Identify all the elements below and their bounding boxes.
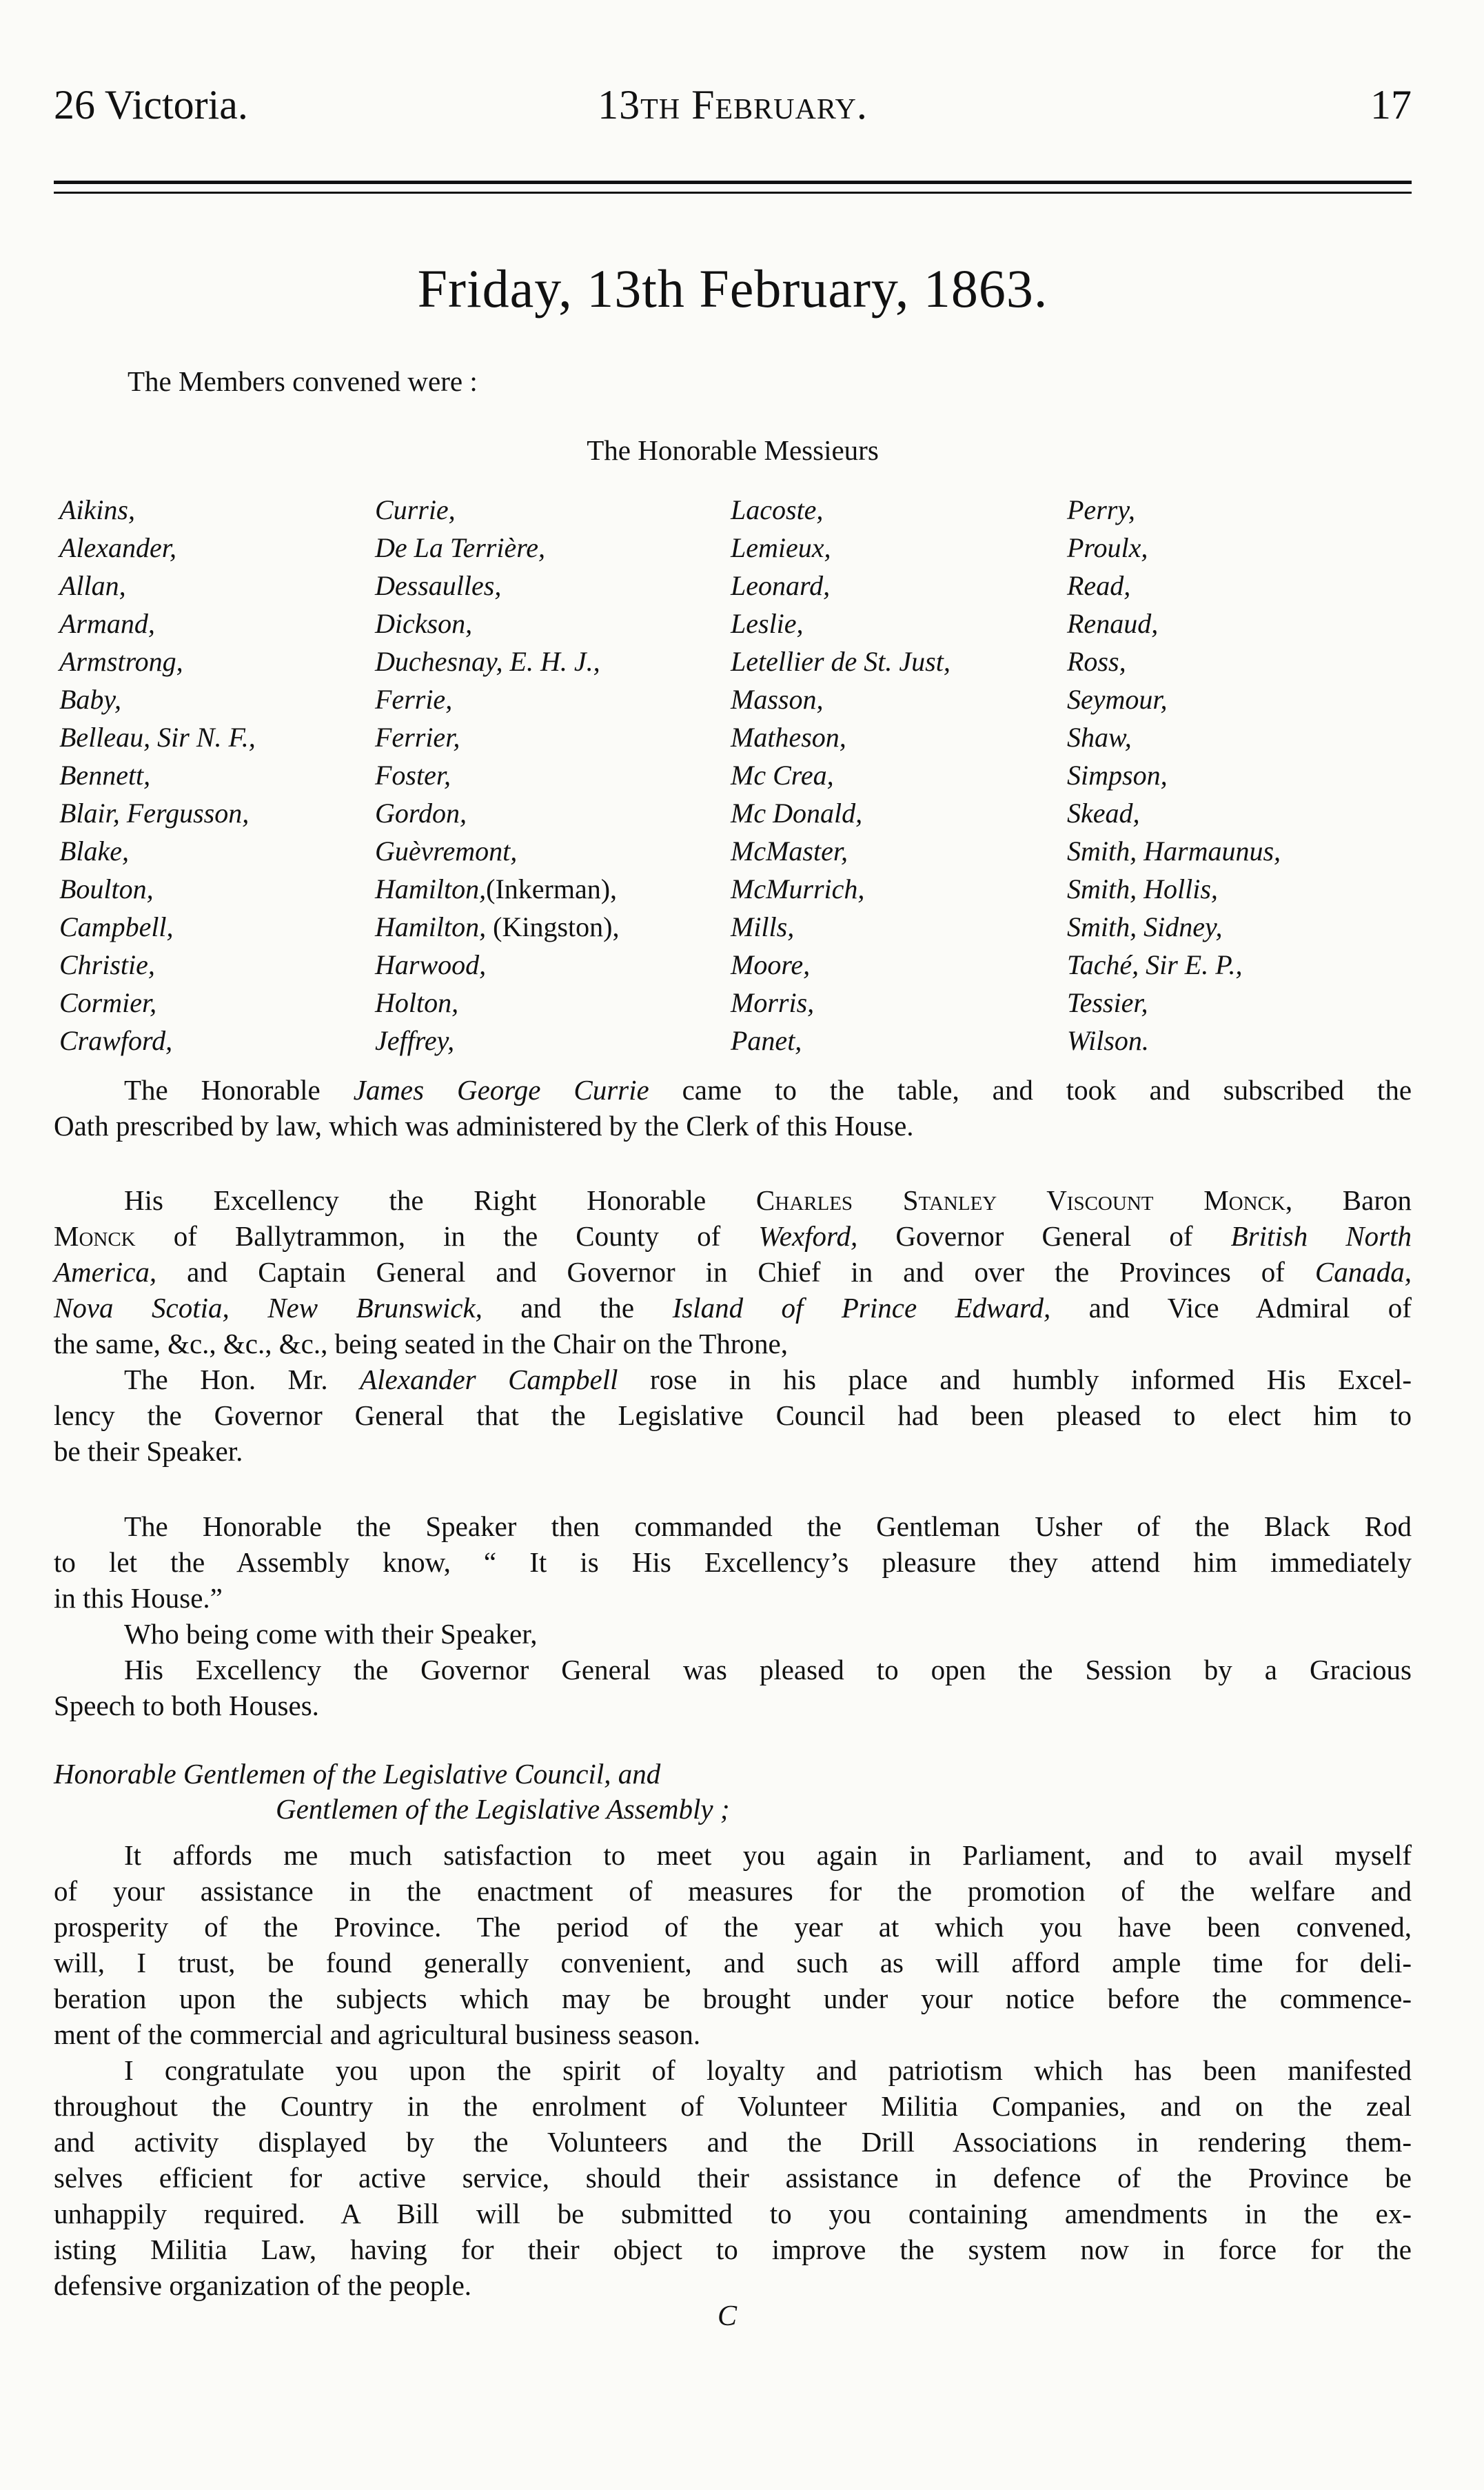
members-convened-line: The Members convened were : bbox=[128, 365, 478, 397]
speech1-line: It affords me much satisfaction to meet you again in Parliament, and to avail myself bbox=[124, 1839, 1412, 1871]
speech1-line: prosperity of the Province. The period of the year at which you have been convened, bbox=[54, 1911, 1412, 1943]
member-surname: Hamilton, bbox=[375, 873, 487, 904]
campbell-line-2: lency the Governor General that the Legislative Council had been pleased to elect him to bbox=[54, 1399, 1412, 1431]
member-name: Belleau, Sir N. F., bbox=[59, 722, 256, 753]
open-line-1: His Excellency the Governor General was pleased to open the Session by a Gracious bbox=[124, 1654, 1412, 1686]
member-name: Cormier, bbox=[59, 987, 157, 1018]
member-name: Shaw, bbox=[1067, 722, 1132, 753]
running-header bbox=[54, 81, 1412, 136]
member-name: Bennett, bbox=[59, 760, 151, 791]
member-name: Foster, bbox=[375, 760, 451, 791]
member-name: Blake, bbox=[59, 836, 130, 867]
member-name: Mills, bbox=[731, 911, 795, 942]
member-name: Smith, Sidney, bbox=[1067, 911, 1223, 942]
sitting-date-title: Friday, 13th February, 1863. bbox=[417, 259, 1048, 318]
member-name: Baby, bbox=[59, 684, 121, 715]
member-riding: (Inkerman), bbox=[486, 873, 618, 904]
member-name: Lemieux, bbox=[731, 532, 831, 563]
member-name: Morris, bbox=[731, 987, 815, 1018]
address-line-1: Honorable Gentlemen of the Legislative Council, and bbox=[54, 1758, 661, 1790]
come-line: Who being come with their Speaker, bbox=[124, 1618, 538, 1650]
member-name: Duchesnay, E. H. J., bbox=[375, 646, 600, 677]
gg-line-5: the same, &c., &c., &c., being seated in the Chair on the Throne, bbox=[54, 1328, 788, 1359]
speech1-line: of your assistance in the enactment of measures for the promotion of the welfare and bbox=[54, 1875, 1412, 1907]
member-name: Smith, Hollis, bbox=[1067, 873, 1218, 904]
governor-general-paragraph bbox=[54, 1182, 1412, 1469]
member-name: Ferrier, bbox=[375, 722, 460, 753]
member-name: De La Terrière, bbox=[375, 532, 546, 563]
member-name: Dickson, bbox=[375, 608, 473, 639]
members-column-2 bbox=[375, 491, 619, 1060]
usher-line-3: in this House.” bbox=[54, 1582, 223, 1614]
member-surname: Hamilton, bbox=[375, 911, 487, 942]
speech2-line: selves efficient for active service, should their assistance in defence of the Province be bbox=[54, 2162, 1412, 2194]
member-name: Gordon, bbox=[375, 798, 467, 829]
member-name-hamilton-inkerman bbox=[375, 870, 619, 908]
speech1-line: ment of the commercial and agricultural business season. bbox=[54, 2018, 701, 2050]
member-name: Masson, bbox=[731, 684, 824, 715]
member-name: Aikins, bbox=[59, 494, 135, 525]
member-name: Campbell, bbox=[59, 911, 174, 942]
gg-line-4: Nova Scotia, New Brunswick, and the Island of Prince Edward, and Vice Admiral of bbox=[54, 1292, 1412, 1324]
member-name: Boulton, bbox=[59, 873, 154, 904]
member-name: Jeffrey, bbox=[375, 1025, 455, 1056]
member-name-campbell: Alexander Campbell bbox=[360, 1364, 618, 1395]
speech2-line: throughout the Country in the enrolment of Volunteer Militia Companies, and on the zeal bbox=[54, 2090, 1412, 2122]
member-name: Seymour, bbox=[1067, 684, 1168, 715]
member-name: Armstrong, bbox=[59, 646, 183, 677]
members-column-3 bbox=[731, 491, 951, 1060]
member-name: Holton, bbox=[375, 987, 459, 1018]
member-name: Taché, Sir E. P., bbox=[1067, 949, 1243, 980]
member-name: Blair, Fergusson, bbox=[59, 798, 250, 829]
speech1-line: will, I trust, be found generally convenient, and such as will afford ample time for deli- bbox=[54, 1947, 1412, 1978]
member-riding: (Kingston), bbox=[486, 911, 620, 942]
member-name: Letellier de St. Just, bbox=[731, 646, 951, 677]
speech2-line: defensive organization of the people. bbox=[54, 2269, 472, 2301]
member-name: Lacoste, bbox=[731, 494, 824, 525]
campbell-line-1: The Hon. Mr. Alexander Campbell rose in his place and humbly informed His Excel- bbox=[124, 1364, 1412, 1395]
header-regnal-year: 26 Victoria. bbox=[54, 82, 248, 128]
member-name: Guèvremont, bbox=[375, 836, 518, 867]
speech-paragraph-1 bbox=[54, 1837, 1412, 2052]
header-rule-thick bbox=[54, 181, 1412, 184]
speech1-line: beration upon the subjects which may be brought under your notice before the commence- bbox=[54, 1983, 1412, 2014]
signature-mark: C bbox=[718, 2300, 738, 2332]
member-name: Leslie, bbox=[731, 608, 804, 639]
usher-line-1: The Honorable the Speaker then commanded the Gentleman Usher of the Black Rod bbox=[124, 1510, 1412, 1542]
member-name: Simpson, bbox=[1067, 760, 1168, 791]
honorable-messieurs-heading: The Honorable Messieurs bbox=[587, 434, 879, 466]
member-name: Currie, bbox=[375, 494, 456, 525]
oath-line-2: Oath prescribed by law, which was administered by the Clerk of this House. bbox=[54, 1110, 914, 1142]
member-name: Crawford, bbox=[59, 1025, 173, 1056]
header-rule-thin bbox=[54, 192, 1412, 194]
member-name-hamilton-kingston bbox=[375, 908, 619, 946]
member-name: Moore, bbox=[731, 949, 811, 980]
speech2-line: I congratulate you upon the spirit of loyalty and patriotism which has been manifested bbox=[124, 2054, 1412, 2086]
member-name: Renaud, bbox=[1067, 608, 1159, 639]
header-page-number: 17 bbox=[1370, 82, 1412, 128]
member-name: Skead, bbox=[1067, 798, 1140, 829]
member-name: Harwood, bbox=[375, 949, 487, 980]
member-name: Smith, Harmaunus, bbox=[1067, 836, 1281, 867]
member-name: Wilson. bbox=[1067, 1025, 1149, 1056]
speech2-line: unhappily required. A Bill will be submitted to you containing amendments in the ex- bbox=[54, 2198, 1412, 2229]
speech2-line: isting Militia Law, having for their object to improve the system now in force for the bbox=[54, 2234, 1412, 2265]
gg-line-2: Monck of Ballytrammon, in the County of Wexford, Governor General of British North bbox=[54, 1220, 1412, 1252]
member-name: Ferrie, bbox=[375, 684, 453, 715]
member-name: Dessaulles, bbox=[375, 570, 502, 601]
gg-line-1: His Excellency the Right Honorable Charles Stanley Viscount Monck, Baron bbox=[124, 1184, 1412, 1216]
member-name: Mc Crea, bbox=[731, 760, 834, 791]
member-name: McMurrich, bbox=[731, 873, 865, 904]
member-name: Armand, bbox=[59, 608, 155, 639]
member-name-currie: James George Currie bbox=[353, 1074, 649, 1106]
oath-line-1: The Honorable James George Currie came to the table, and took and subscribed the bbox=[124, 1074, 1412, 1106]
member-name: Leonard, bbox=[731, 570, 831, 601]
member-name: Mc Donald, bbox=[731, 798, 863, 829]
black-rod-paragraph bbox=[54, 1508, 1412, 1723]
oath-paragraph bbox=[54, 1072, 1412, 1144]
address-line-2: Gentlemen of the Legislative Assembly ; bbox=[276, 1793, 730, 1825]
speech2-line: and activity displayed by the Volunteers and the Drill Associations in rendering them- bbox=[54, 2126, 1412, 2158]
journal-page bbox=[54, 0, 1412, 2490]
member-name: Panet, bbox=[731, 1025, 802, 1056]
member-name: Alexander, bbox=[59, 532, 176, 563]
member-name: Matheson, bbox=[731, 722, 846, 753]
member-name: Christie, bbox=[59, 949, 155, 980]
members-column-4 bbox=[1067, 491, 1281, 1060]
member-name: McMaster, bbox=[731, 836, 848, 867]
gg-line-3: America, and Captain General and Governor in Chief in and over the Provinces of Canada, bbox=[54, 1256, 1412, 1288]
speech-paragraph-2 bbox=[54, 2052, 1412, 2303]
open-line-2: Speech to both Houses. bbox=[54, 1690, 319, 1721]
member-name: Allan, bbox=[59, 570, 126, 601]
campbell-line-3: be their Speaker. bbox=[54, 1435, 243, 1467]
usher-line-2: to let the Assembly know, “ It is His Excellency’s pleasure they attend him immediately bbox=[54, 1546, 1412, 1578]
members-column-1 bbox=[59, 491, 256, 1060]
member-name: Perry, bbox=[1067, 494, 1135, 525]
header-date: 13th February. bbox=[598, 82, 868, 128]
member-name: Proulx, bbox=[1067, 532, 1148, 563]
member-name: Tessier, bbox=[1067, 987, 1148, 1018]
member-name: Read, bbox=[1067, 570, 1131, 601]
member-name: Ross, bbox=[1067, 646, 1126, 677]
